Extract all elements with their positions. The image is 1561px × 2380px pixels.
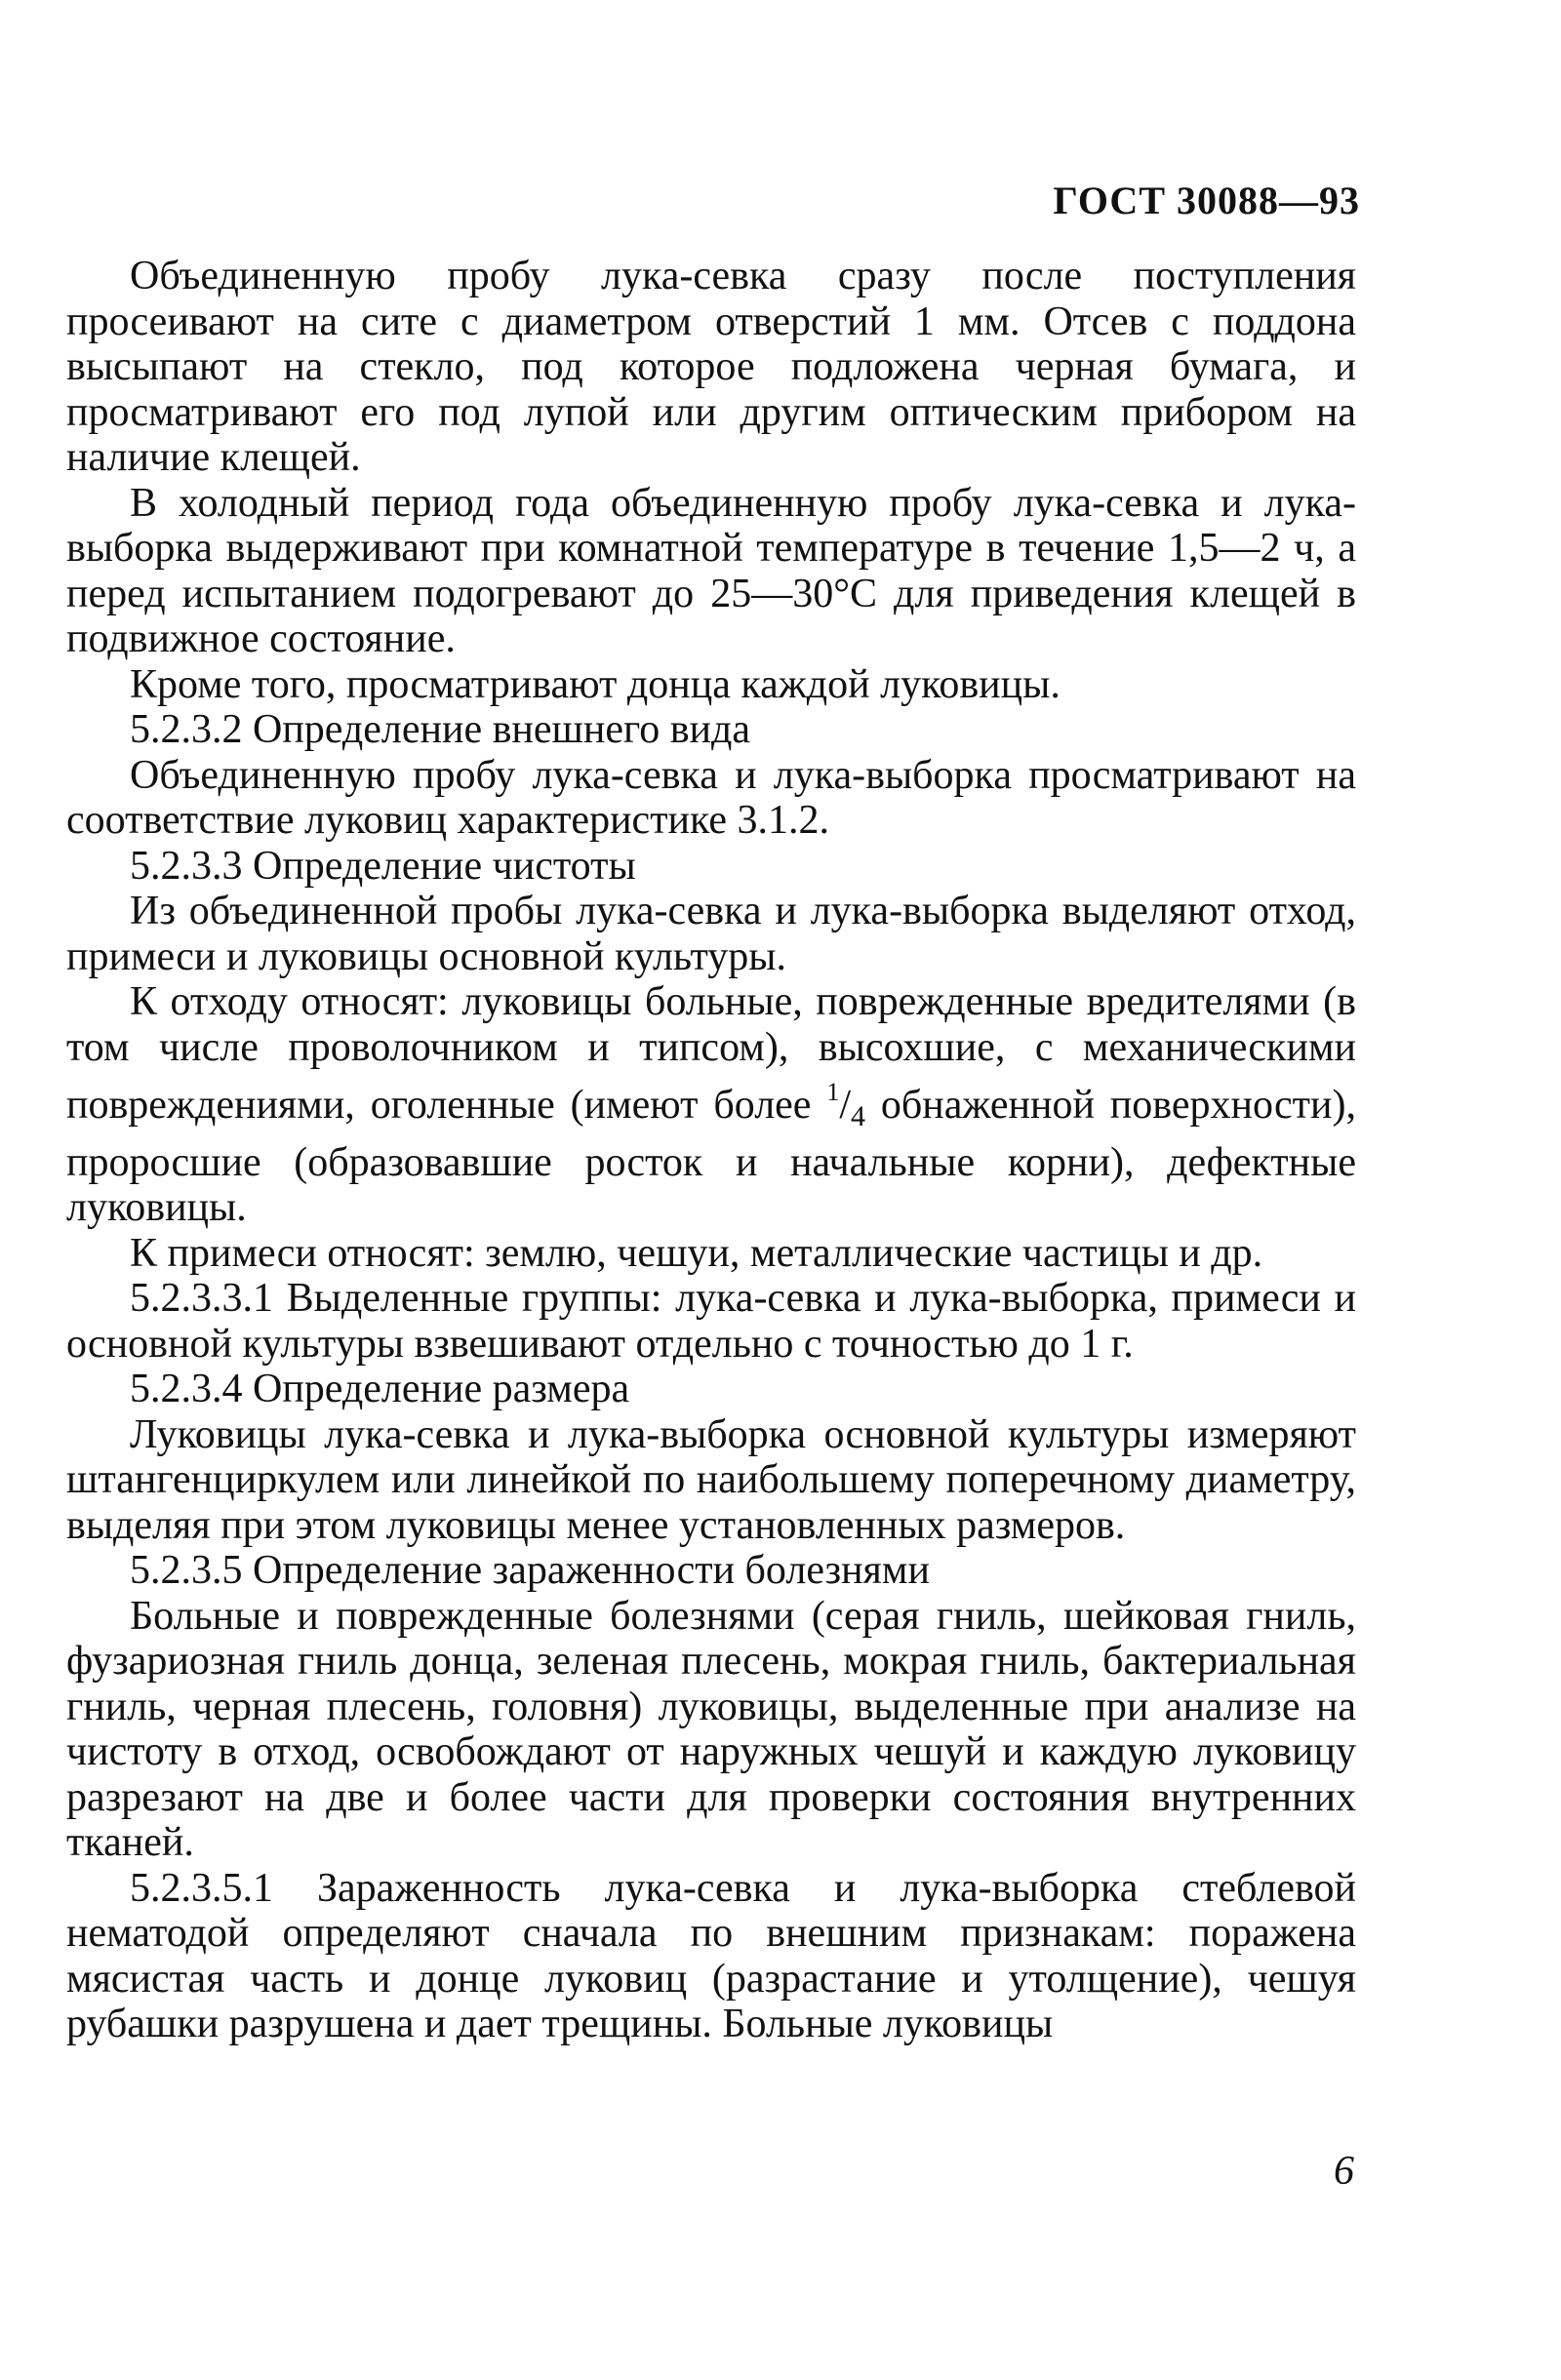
- fraction-one-quarter: $^1/_4$: [826, 1078, 865, 1132]
- section-heading-size: 5.2.3.4 Определение размера: [130, 1367, 630, 1411]
- paragraph-sampling: Объединенную пробу лука-севка сразу после поступления просеивают на сите с диаметром отверстий 1 мм. Отсев с поддона высыпают на стекло, под которое подложена черная бумага, и просматривают его под лупой или другим оптическим прибором на наличие клещей.: [66, 254, 1356, 480]
- fraction-numerator: 1: [826, 1078, 840, 1106]
- paragraph-bottoms: Кроме того, просматривают донца каждой луковицы.: [130, 661, 1061, 707]
- section-heading-disease: 5.2.3.5 Определение зараженности болезнями: [130, 1548, 930, 1593]
- paragraph-weighing: 5.2.3.3.1 Выделенные группы: лука-севка и лука-выборка, примеси и основной культуры взвешивают отдельно с точностью до 1 г.: [66, 1276, 1356, 1367]
- paragraph-purity: Из объединенной пробы лука-севка и лука-выборка выделяют отход, примеси и луковицы основной культуры.: [66, 889, 1356, 979]
- paragraph-waste: [66, 979, 1356, 1231]
- document-body: [66, 254, 1356, 2047]
- paragraph-size: Луковицы лука-севка и лука-выборка основной культуры измеряют штангенциркулем или линейкой по наибольшему поперечному диаметру, выделяя при этом луковицы менее установленных размеров.: [66, 1411, 1356, 1548]
- paragraph-waste-continued: обнаженной поверхности), проросшие (образовавшие росток и начальные корни), дефектные луковицы.: [66, 1083, 1356, 1230]
- paragraph-disease: Больные и поврежденные болезнями (серая гниль, шейковая гниль, фузариозная гниль донца, зеленая плесень, мокрая гниль, бактериальная гниль, черная плесень, головня) луковицы, выделенные при анализе на чистоту в отход, освобождают от наружных чешуй и каждую луковицу разрезают на две и более части для проверки состояния внутренних тканей.: [66, 1593, 1356, 1865]
- page-number: 6: [1334, 2149, 1354, 2194]
- paragraph-appearance: Объединенную пробу лука-севка и лука-выборка просматривают на соответствие луковиц характеристике 3.1.2.: [66, 752, 1356, 843]
- paragraph-cold-period: В холодный период года объединенную пробу лука-севка и лука-выборка выдерживают при комнатной температуре в течение 1,5—2 ч, а перед испытанием подогревают до 25—30°С для приведения клещей в подвижное состояние.: [66, 480, 1356, 661]
- paragraph-nematode: 5.2.3.5.1 Зараженность лука-севка и лука-выборка стеблевой нематодой определяют сначала по внешним признакам: поражена мясистая часть и донце луковиц (разрастание и утолщение), чешуя рубашки разрушена и дает трещины. Больные луковицы: [66, 1865, 1356, 2046]
- fraction-denominator: 4: [851, 1100, 865, 1132]
- section-heading-appearance: 5.2.3.2 Определение внешнего вида: [130, 707, 751, 752]
- standard-header: ГОСТ 30088—93: [1053, 178, 1360, 222]
- paragraph-waste-text: К отходу относят: луковицы больные, поврежденные вредителями (в том числе проволочником и типсом), высохшие, с механическими повреждениями, оголенные (имеют более: [66, 979, 1356, 1128]
- section-heading-purity: 5.2.3.3 Определение чистоты: [130, 843, 636, 889]
- paragraph-impurities: К примеси относят: землю, чешуи, металлические частицы и др.: [130, 1230, 1263, 1276]
